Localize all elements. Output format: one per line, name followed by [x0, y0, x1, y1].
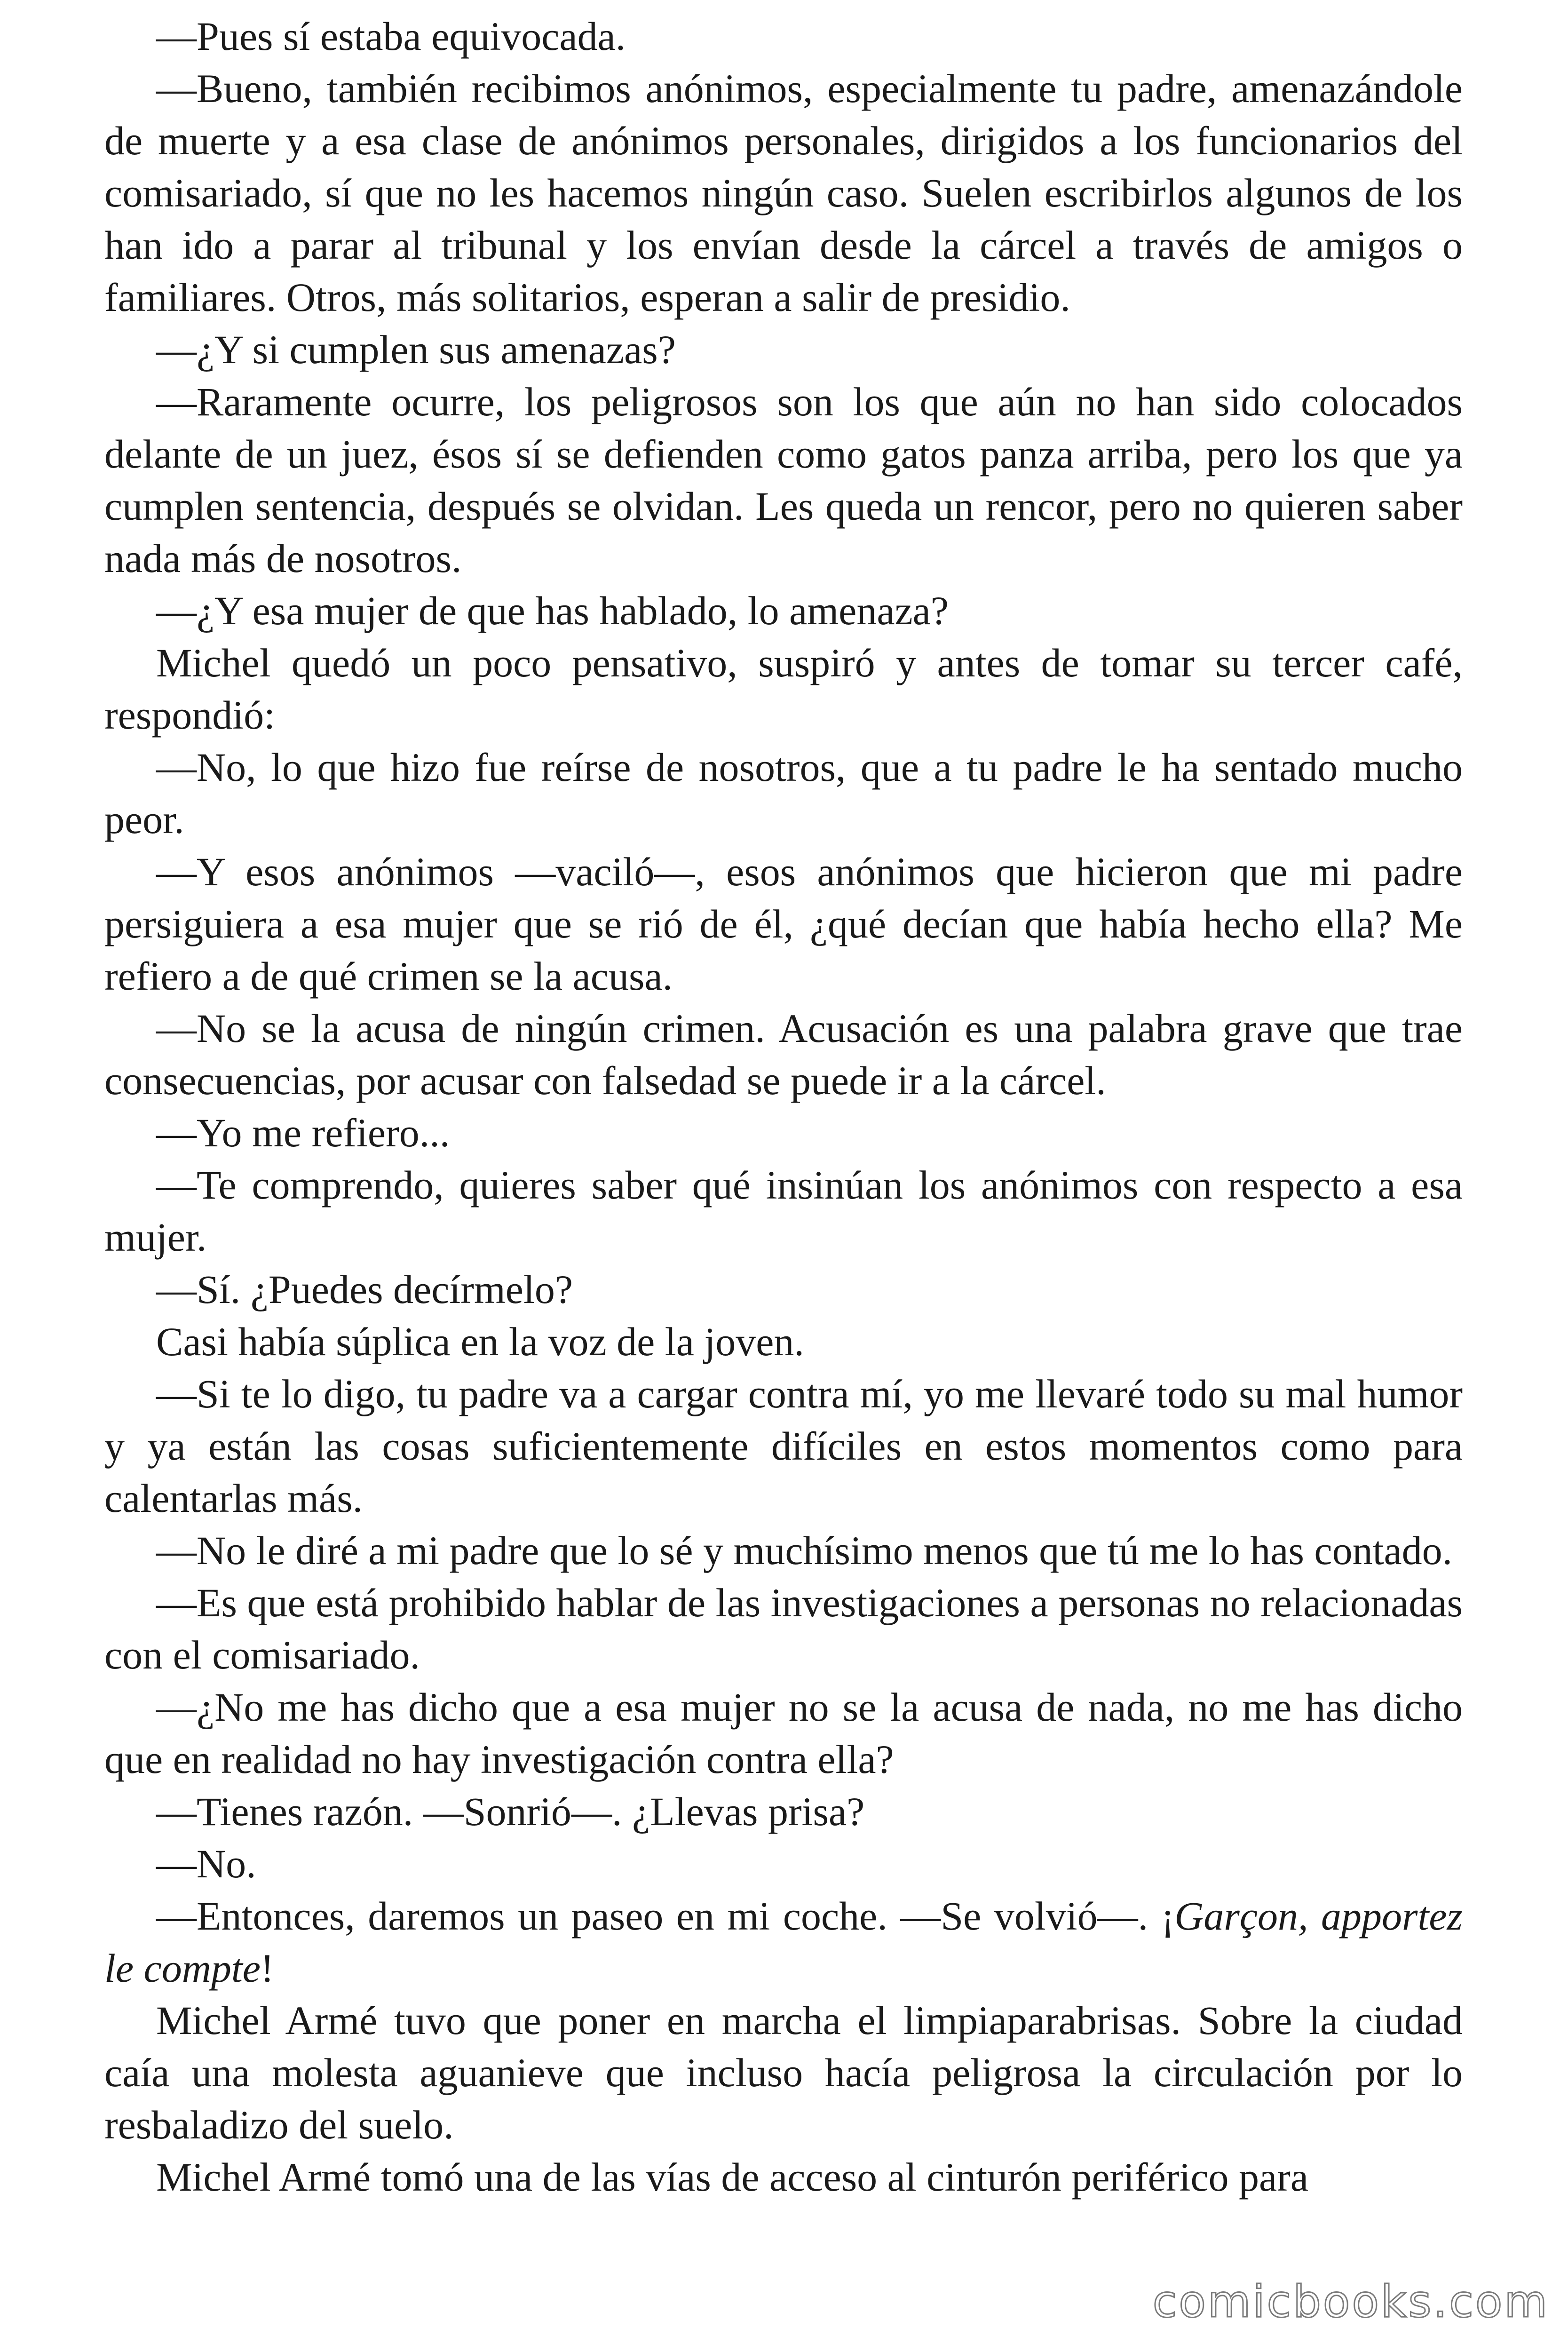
paragraph-text-before: —Entonces, daremos un paseo en mi coche. —Se volvió—. ¡: [156, 1893, 1175, 1939]
paragraph: —¿Y esa mujer de que has hablado, lo amenaza?: [156, 588, 949, 633]
paragraph: —Raramente ocurre, los peligrosos son los que aún no han sido colocados delante de un juez, ésos sí se defienden como gatos panza arriba, pero los que ya cumplen sentencia, después se olvidan. Les queda un rencor, pero no quieren saber nada más de nosotros.: [104, 379, 1463, 581]
paragraph: —Pues sí estaba equivocada.: [156, 14, 626, 59]
paragraph-truncated: Michel Armé tomó una de las vías de acceso al cinturón periférico para: [156, 2154, 1309, 2200]
paragraph: —¿No me has dicho que a esa mujer no se la acusa de nada, no me has dicho que en realidad no hay investigación contra ella?: [104, 1685, 1463, 1782]
paragraph-text-after: !: [260, 1946, 274, 1991]
watermark-logo: comicbooks.com: [1152, 2276, 1549, 2328]
paragraph: Michel quedó un poco pensativo, suspiró y antes de tomar su tercer café, respondió:: [104, 640, 1463, 738]
paragraph: —Yo me refiero...: [156, 1110, 450, 1155]
paragraph: —Bueno, también recibimos anónimos, especialmente tu padre, amenazándole de muerte y a esa clase de anónimos personales, dirigidos a los funcionarios del comisariado, sí que no les hacemos ningún caso. Suelen escribirlos algunos de los han ido a parar al tribunal y los envían desde la cárcel a través de amigos o familiares. Otros, más solitarios, esperan a salir de presidio.: [104, 66, 1463, 320]
paragraph: —No.: [156, 1841, 256, 1886]
paragraph: —No le diré a mi padre que lo sé y muchísimo menos que tú me lo has contado.: [156, 1528, 1453, 1573]
paragraph: —No, lo que hizo fue reírse de nosotros, que a tu padre le ha sentado mucho peor.: [104, 745, 1463, 842]
paragraph: —Te comprendo, quieres saber qué insinúan los anónimos con respecto a esa mujer.: [104, 1162, 1463, 1260]
paragraph: —Sí. ¿Puedes decírmelo?: [156, 1267, 573, 1312]
italic-french-phrase: Garçon, apportez le compte: [104, 1893, 1463, 1991]
body-text: [104, 10, 1463, 2203]
paragraph-with-italic: [104, 1890, 1463, 1994]
paragraph: —Y esos anónimos —vaciló—, esos anónimos que hicieron que mi padre persiguiera a esa mujer que se rió de él, ¿qué decían que había hecho ella? Me refiero a de qué crimen se la acusa.: [104, 849, 1463, 999]
paragraph: —Es que está prohibido hablar de las investigaciones a personas no relacionadas con el comisariado.: [104, 1580, 1463, 1677]
paragraph: —No se la acusa de ningún crimen. Acusación es una palabra grave que trae consecuencias, por acusar con falsedad se puede ir a la cárcel.: [104, 1006, 1463, 1103]
paragraph: Michel Armé tuvo que poner en marcha el limpiaparabrisas. Sobre la ciudad caía una molesta aguanieve que incluso hacía peligrosa la circulación por lo resbaladizo del suelo.: [104, 1998, 1463, 2147]
paragraph: —Si te lo digo, tu padre va a cargar contra mí, yo me llevaré todo su mal humor y ya están las cosas suficientemente difíciles en estos momentos como para calentarlas más.: [104, 1371, 1463, 1521]
paragraph: —¿Y si cumplen sus amenazas?: [156, 327, 676, 372]
paragraph: Casi había súplica en la voz de la joven.: [156, 1319, 804, 1364]
paragraph: —Tienes razón. —Sonrió—. ¿Llevas prisa?: [156, 1789, 865, 1834]
